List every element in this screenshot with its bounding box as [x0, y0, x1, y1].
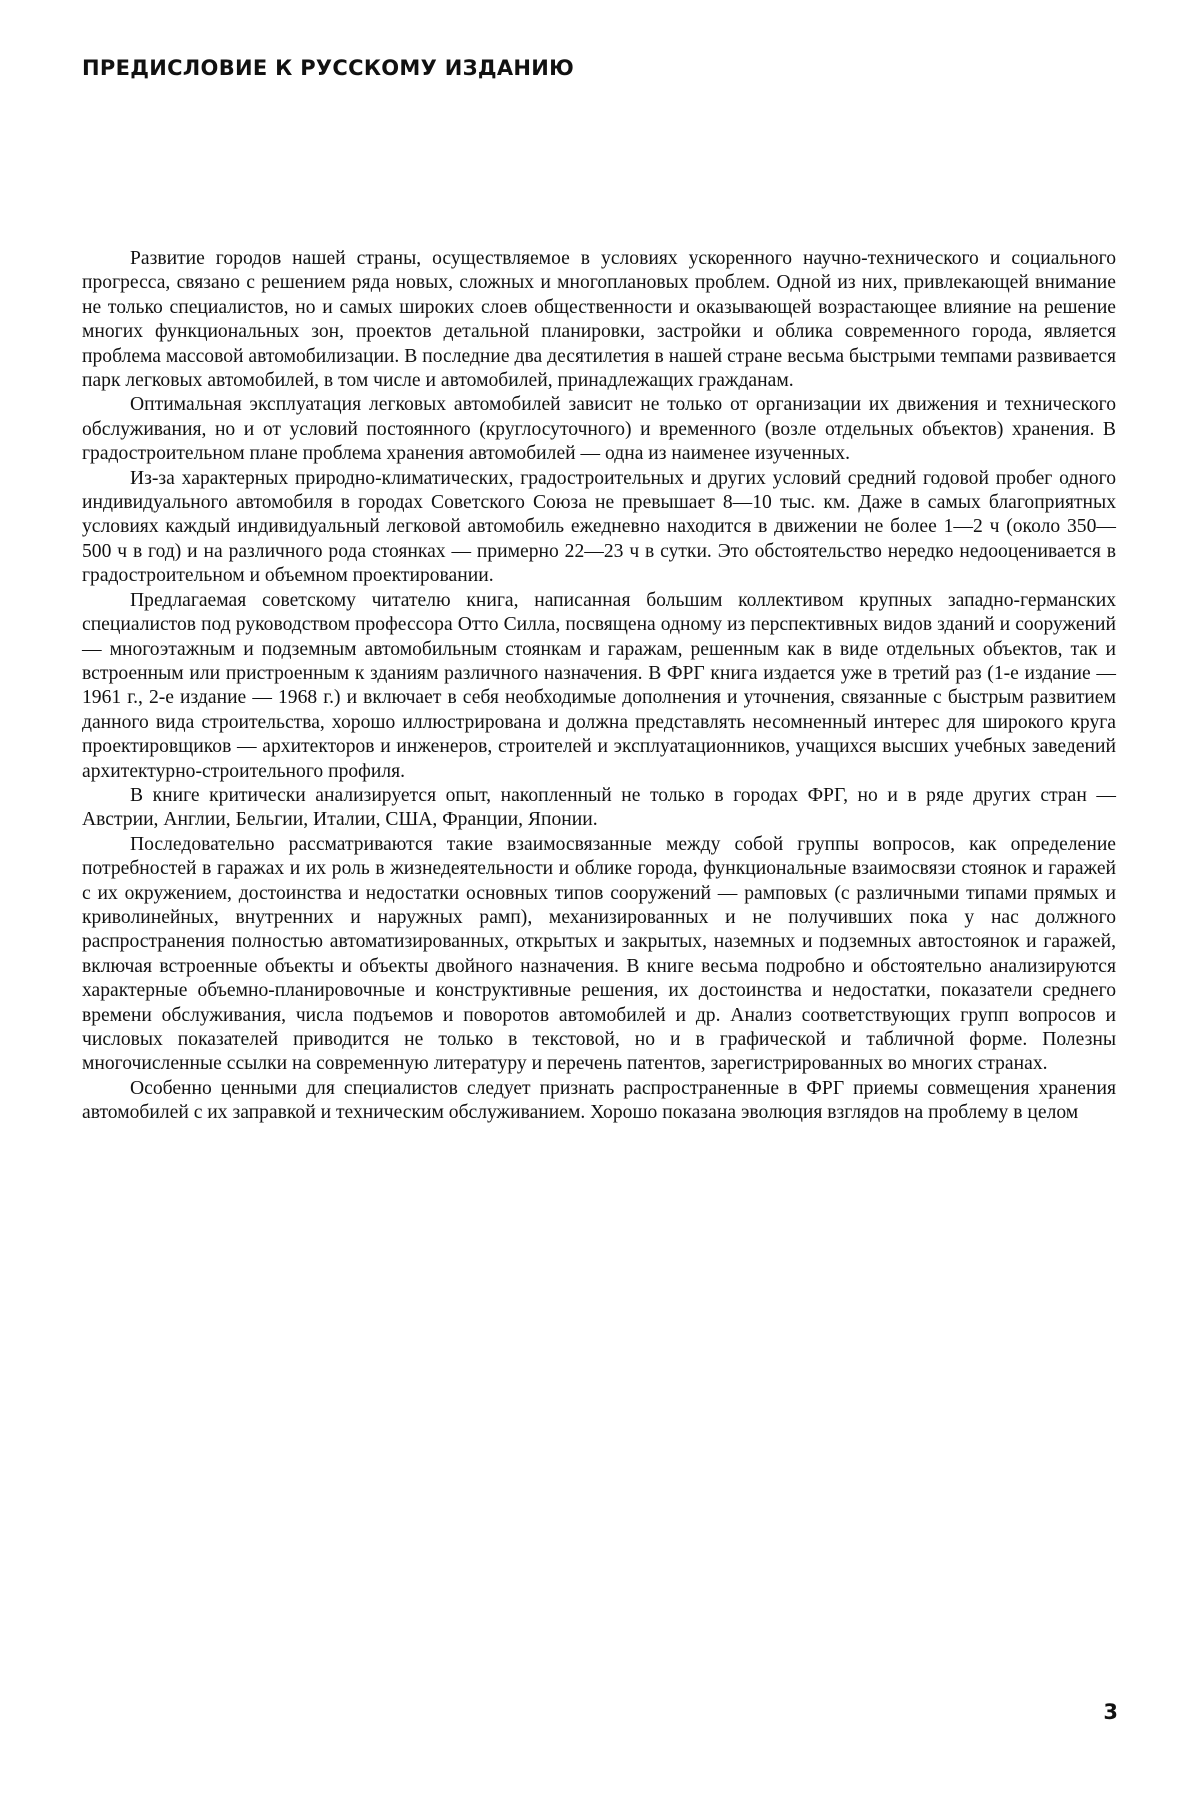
paragraph-1: Развитие городов нашей страны, осуществляемое в условиях ускоренного научно-технического и социального прогресса, связано с решением ряда новых, сложных и многоплановых проблем. Одной из них, привлекающей внимание не только специалистов, но и самых широких слоев общественности и оказывающей возрастающее влияние на решение многих функциональных зон, проектов детальной планировки, застройки и облика современного города, является проблема массовой автомобилизации. В последние два десятилетия в нашей стране весьма быстрыми темпами развивается парк легковых автомобилей, в том числе и автомобилей, принадлежащих гражданам.: [82, 248, 1116, 392]
paragraph-2: Оптимальная эксплуатация легковых автомобилей зависит не только от организации их движения и технического обслуживания, но и от условий постоянного (круглосуточного) и временного (возле отдельных объектов) хранения. В градостроительном плане проблема хранения автомобилей — одна из наименее изученных.: [82, 394, 1116, 465]
paragraph-4: Предлагаемая советскому читателю книга, написанная большим коллективом крупных западно-германских специалистов под руководством профессора Отто Силла, посвящена одному из перспективных видов зданий и сооружений — многоэтажным и подземным автомобильным стоянкам и гаражам, решенным как в виде отдельных объектов, так и встроенным или пристроенным к зданиям различного назначения. В ФРГ книга издается уже в третий раз (1-е издание — 1961 г., 2-е издание — 1968 г.) и включает в себя необходимые дополнения и уточнения, связанные с быстрым развитием данного вида строительства, хорошо иллюстрирована и должна представлять несомненный интерес для широкого круга проектировщиков — архитекторов и инженеров, строителей и эксплуатационников, учащихся высших учебных заведений архитектурно-строительного профиля.: [82, 589, 1116, 782]
body-text: [82, 247, 1116, 1126]
paragraph-6: Последовательно рассматриваются такие взаимосвязанные между собой группы вопросов, как определение потребностей в гаражах и их роль в жизнедеятельности и облике города, функциональные взаимосвязи стоянок и гаражей с их окружением, достоинства и недостатки основных типов сооружений — рамповых (с различными типами прямых и криволинейных, внутренних и наружных рамп), механизированных и не получивших пока у нас должного распространения полностью автоматизированных, открытых и закрытых, наземных и подземных автостоянок и гаражей, включая встроенные объекты и объекты двойного назначения. В книге весьма подробно и обстоятельно анализируются характерные объемно-планировочные и конструктивные решения, их достоинства и недостатки, показатели среднего времени обслуживания, числа подъемов и поворотов автомобилей и др. Анализ соответствующих групп вопросов и числовых показателей приводится не только в текстовой, но и в графической и табличной форме. Полезны многочисленные ссылки на современную литературу и перечень патентов, зарегистрированных во многих странах.: [82, 833, 1116, 1075]
paragraph-3: Из-за характерных природно-климатических, градостроительных и других условий средний годовой пробег одного индивидуального автомобиля в городах Советского Союза не превышает 8—10 тыс. км. Даже в самых благоприятных условиях каждый индивидуальный легковой автомобиль ежедневно находится в движении не более 1—2 ч (около 350—500 ч в год) и на различного рода стоянках — примерно 22—23 ч в сутки. Это обстоятельство нередко недооценивается в градостроительном и объемном проектировании.: [82, 467, 1116, 587]
paragraph-5: В книге критически анализируется опыт, накопленный не только в городах ФРГ, но и в ряде других стран — Австрии, Англии, Бельгии, Италии, США, Франции, Японии.: [82, 784, 1116, 831]
paragraph-7: Особенно ценными для специалистов следует признать распространенные в ФРГ приемы совмещения хранения автомобилей с их заправкой и техническим обслуживанием. Хорошо показана эволюция взглядов на проблему в целом: [82, 1077, 1116, 1124]
chapter-heading: ПРЕДИСЛОВИЕ К РУССКОМУ ИЗДАНИЮ: [82, 56, 575, 80]
page-number: 3: [1103, 1700, 1118, 1724]
